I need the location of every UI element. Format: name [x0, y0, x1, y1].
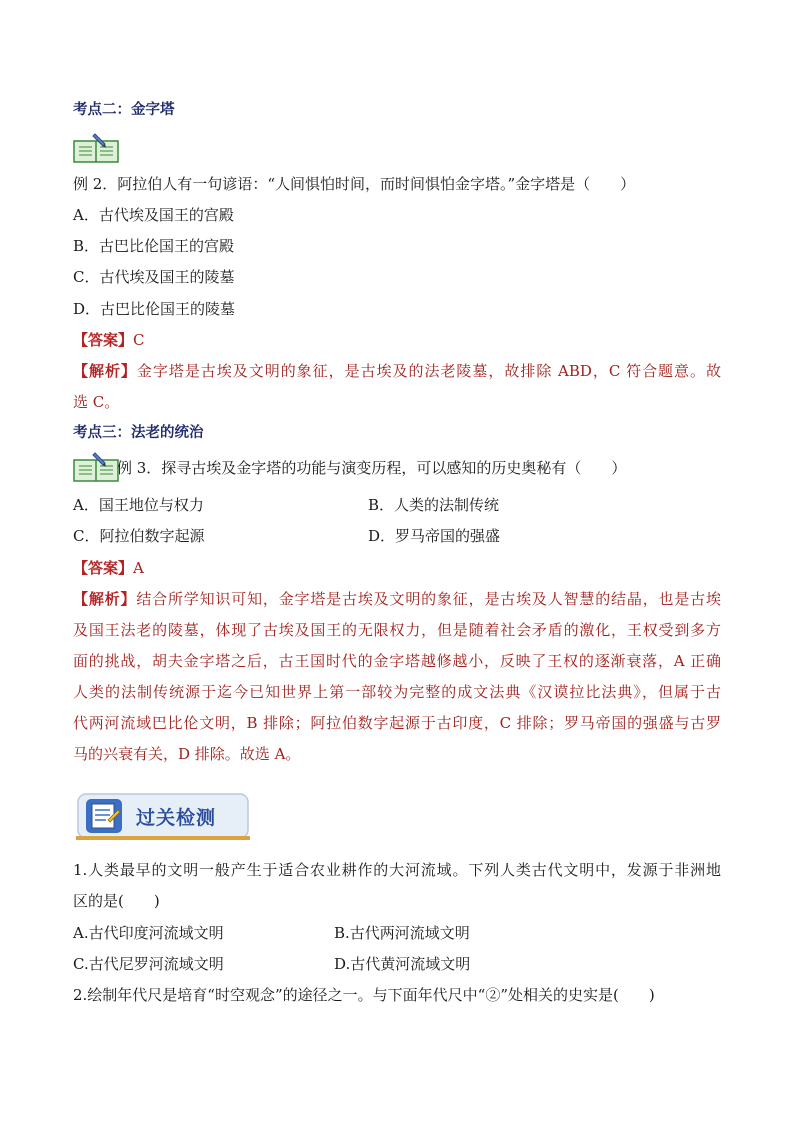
option-d: D．罗马帝国的强盛 [368, 527, 501, 545]
answer-label: 【答案】 [73, 331, 134, 349]
question-1-line-2: 区的是( ) [73, 892, 160, 910]
answer-value: A [133, 559, 144, 577]
answer-label: 【答案】 [73, 559, 134, 577]
question-example-3: 例 3．探寻古埃及金字塔的功能与演变历程，可以感知的历史奥秘有（ ） [117, 459, 627, 477]
analysis-label: 【解析】 [73, 590, 137, 608]
option-c: C．阿拉伯数字起源 [73, 527, 205, 545]
analysis-line-3: 面的挑战，胡夫金字塔之后，古王国时代的金字塔越修越小，反映了王权的逐渐衰落，A 正确 [73, 652, 721, 670]
option-c: C.古代尼罗河流域文明 [73, 955, 224, 973]
badge-title: 过关检测 [136, 807, 217, 829]
analysis-line-1: 【解析】金字塔是古埃及文明的象征，是古埃及的法老陵墓，故排除 ABD，C 符合题意。故 [73, 362, 721, 380]
section-heading-pyramid: 考点二：金字塔 [73, 102, 175, 118]
analysis-line-2: 及国王法老的陵墓，体现了古埃及国王的无限权力，但是随着社会矛盾的激化，王权受到多方 [73, 621, 721, 639]
analysis-line-2: 选 C。 [73, 393, 120, 411]
option-a: A．国王地位与权力 [73, 496, 204, 514]
question-2-line: 2.绘制年代尺是培育“时空观念”的途径之一。与下面年代尺中“②”处相关的史实是( ) [73, 986, 655, 1004]
option-c: C．古代埃及国王的陵墓 [73, 268, 235, 286]
option-b: B．人类的法制传统 [368, 496, 500, 514]
analysis-line-4: 人类的法制传统源于迄今已知世界上第一部较为完整的成文法典《汉谟拉比法典》，但属于古 [73, 683, 721, 701]
answer-line [73, 330, 145, 350]
option-d: D．古巴比伦国王的陵墓 [73, 300, 236, 318]
analysis-line-1: 【解析】结合所学知识可知，金字塔是古埃及文明的象征，是古埃及人智慧的结晶，也是古埃 [73, 590, 721, 608]
option-b: B．古巴比伦国王的宫殿 [73, 237, 235, 255]
answer-value: C [133, 331, 145, 349]
question-1-line-1: 1.人类最早的文明一般产生于适合农业耕作的大河流域。下列人类古代文明中，发源于非洲地 [73, 861, 721, 879]
analysis-line-6: 马的兴衰有关，D 排除。故选 A。 [73, 745, 301, 763]
option-d: D.古代黄河流域文明 [334, 955, 471, 973]
analysis-label: 【解析】 [73, 362, 137, 380]
open-book-pencil-icon [73, 133, 119, 163]
section-heading-pharaoh: 考点三：法老的统治 [73, 425, 204, 441]
question-example-2: 例 2．阿拉伯人有一句谚语：“人间惧怕时间，而时间惧怕金字塔。”金字塔是（ ） [73, 175, 636, 193]
option-b: B.古代两河流域文明 [334, 924, 470, 942]
analysis-line-5: 代两河流域巴比伦文明，B 排除；阿拉伯数字起源于古印度，C 排除；罗马帝国的强盛与古罗 [73, 714, 721, 732]
answer-line [73, 558, 144, 578]
option-a: A.古代印度河流域文明 [73, 924, 224, 942]
option-a: A．古代埃及国王的宫殿 [73, 206, 234, 224]
open-book-pencil-icon [73, 452, 119, 482]
